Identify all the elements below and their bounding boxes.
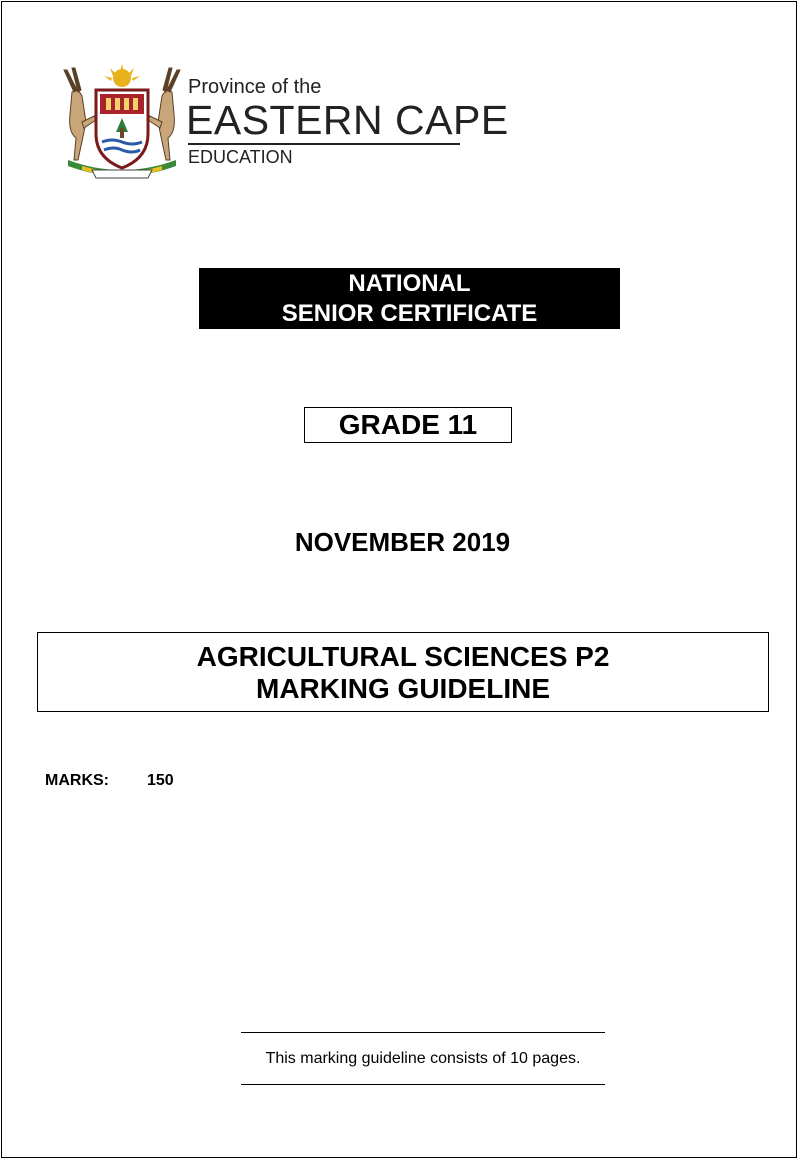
logo-divider: [188, 143, 460, 145]
coat-of-arms-icon: [52, 62, 192, 182]
subject-box: [37, 632, 769, 712]
logo-eastern-cape-text: EASTERN CAPE: [186, 97, 509, 143]
logo-province-text: Province of the: [188, 76, 322, 98]
certificate-line-2: SENIOR CERTIFICATE: [281, 300, 538, 327]
exam-date: NOVEMBER 2019: [294, 527, 511, 557]
certificate-banner: [199, 268, 620, 329]
eastern-cape-education-logo: [52, 62, 509, 184]
footer-divider-bottom: [241, 1084, 605, 1085]
logo-education-text: EDUCATION: [188, 147, 293, 167]
footer-divider-top: [241, 1032, 605, 1033]
grade-box: GRADE 11: [304, 407, 512, 443]
marks-value: 150: [147, 772, 174, 789]
certificate-line-1: NATIONAL: [348, 270, 471, 297]
subject-subtitle: MARKING GUIDELINE: [256, 673, 550, 704]
subject-title: AGRICULTURAL SCIENCES P2: [196, 641, 610, 672]
marks-label: MARKS:: [45, 772, 109, 789]
page-count-note: This marking guideline consists of 10 pages.: [265, 1050, 581, 1067]
